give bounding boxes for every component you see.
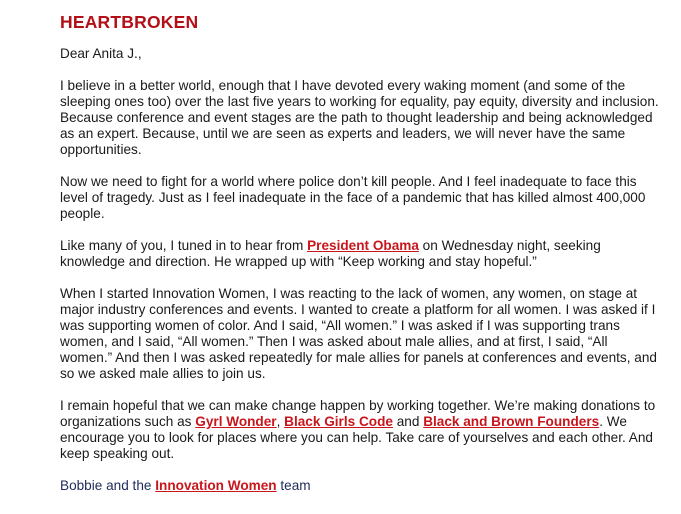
paragraph-5-text-end: . We encourage you to look for places where you can help. Take care of yourselves and each other. And keep speaking out. bbox=[60, 414, 653, 461]
president-obama-link[interactable]: President Obama bbox=[307, 238, 419, 253]
gyrl-wonder-link[interactable]: Gyrl Wonder bbox=[195, 414, 277, 429]
signature-text-end: team bbox=[276, 478, 311, 493]
paragraph-5-separator-1: , bbox=[276, 414, 285, 429]
signature-text-start: Bobbie and the bbox=[60, 478, 156, 493]
innovation-women-link[interactable]: Innovation Women bbox=[155, 478, 277, 493]
paragraph-5-text-start: I remain hopeful that we can make change happen by working together. We’re making donations to organizations such as bbox=[60, 398, 656, 429]
paragraph-5 bbox=[60, 398, 661, 462]
paragraph-2: Now we need to fight for a world where police don’t kill people. And I feel inadequate to face this level of tragedy. Just as I feel inadequate in the face of a pandemic that has killed almost 400,000 people. bbox=[60, 174, 646, 221]
paragraph-3-text-end: on Wednesday night, seeking knowledge and direction. He wrapped up with “Keep working and stay hopeful.” bbox=[60, 238, 601, 269]
paragraph-4: When I started Innovation Women, I was reacting to the lack of women, any women, on stage at major industry conferences and events. I wanted to create a platform for all women. I was asked if I was supporting women of color. And I said, “All women.” I was asked if I was supporting trans women, and I said, “All women.” Then I was asked about male allies, and at first, I said, “All women.” And then I was asked repeatedly for male allies for panels at conferences and events, and so we asked male allies to join us. bbox=[60, 286, 657, 381]
paragraph-3-text-start: Like many of you, I tuned in to hear from bbox=[60, 238, 308, 253]
paragraph-3 bbox=[60, 238, 661, 270]
black-and-brown-founders-link[interactable]: Black and Brown Founders bbox=[423, 414, 600, 429]
letter-title: HEARTBROKEN bbox=[60, 12, 199, 32]
black-girls-code-link[interactable]: Black Girls Code bbox=[284, 414, 393, 429]
signature bbox=[60, 478, 661, 494]
greeting: Dear Anita J., bbox=[60, 46, 142, 61]
paragraph-1: I believe in a better world, enough that I have devoted every waking moment (and some of the sleeping ones too) over the last five years to working for equality, pay equity, diversity and inclusion. Because conference and event stages are the path to thought leadership and being acknowledged as an expert. Because, until we are seen as experts and leaders, we will never have the same opportunities. bbox=[60, 78, 659, 157]
paragraph-5-separator-2: and bbox=[392, 414, 424, 429]
